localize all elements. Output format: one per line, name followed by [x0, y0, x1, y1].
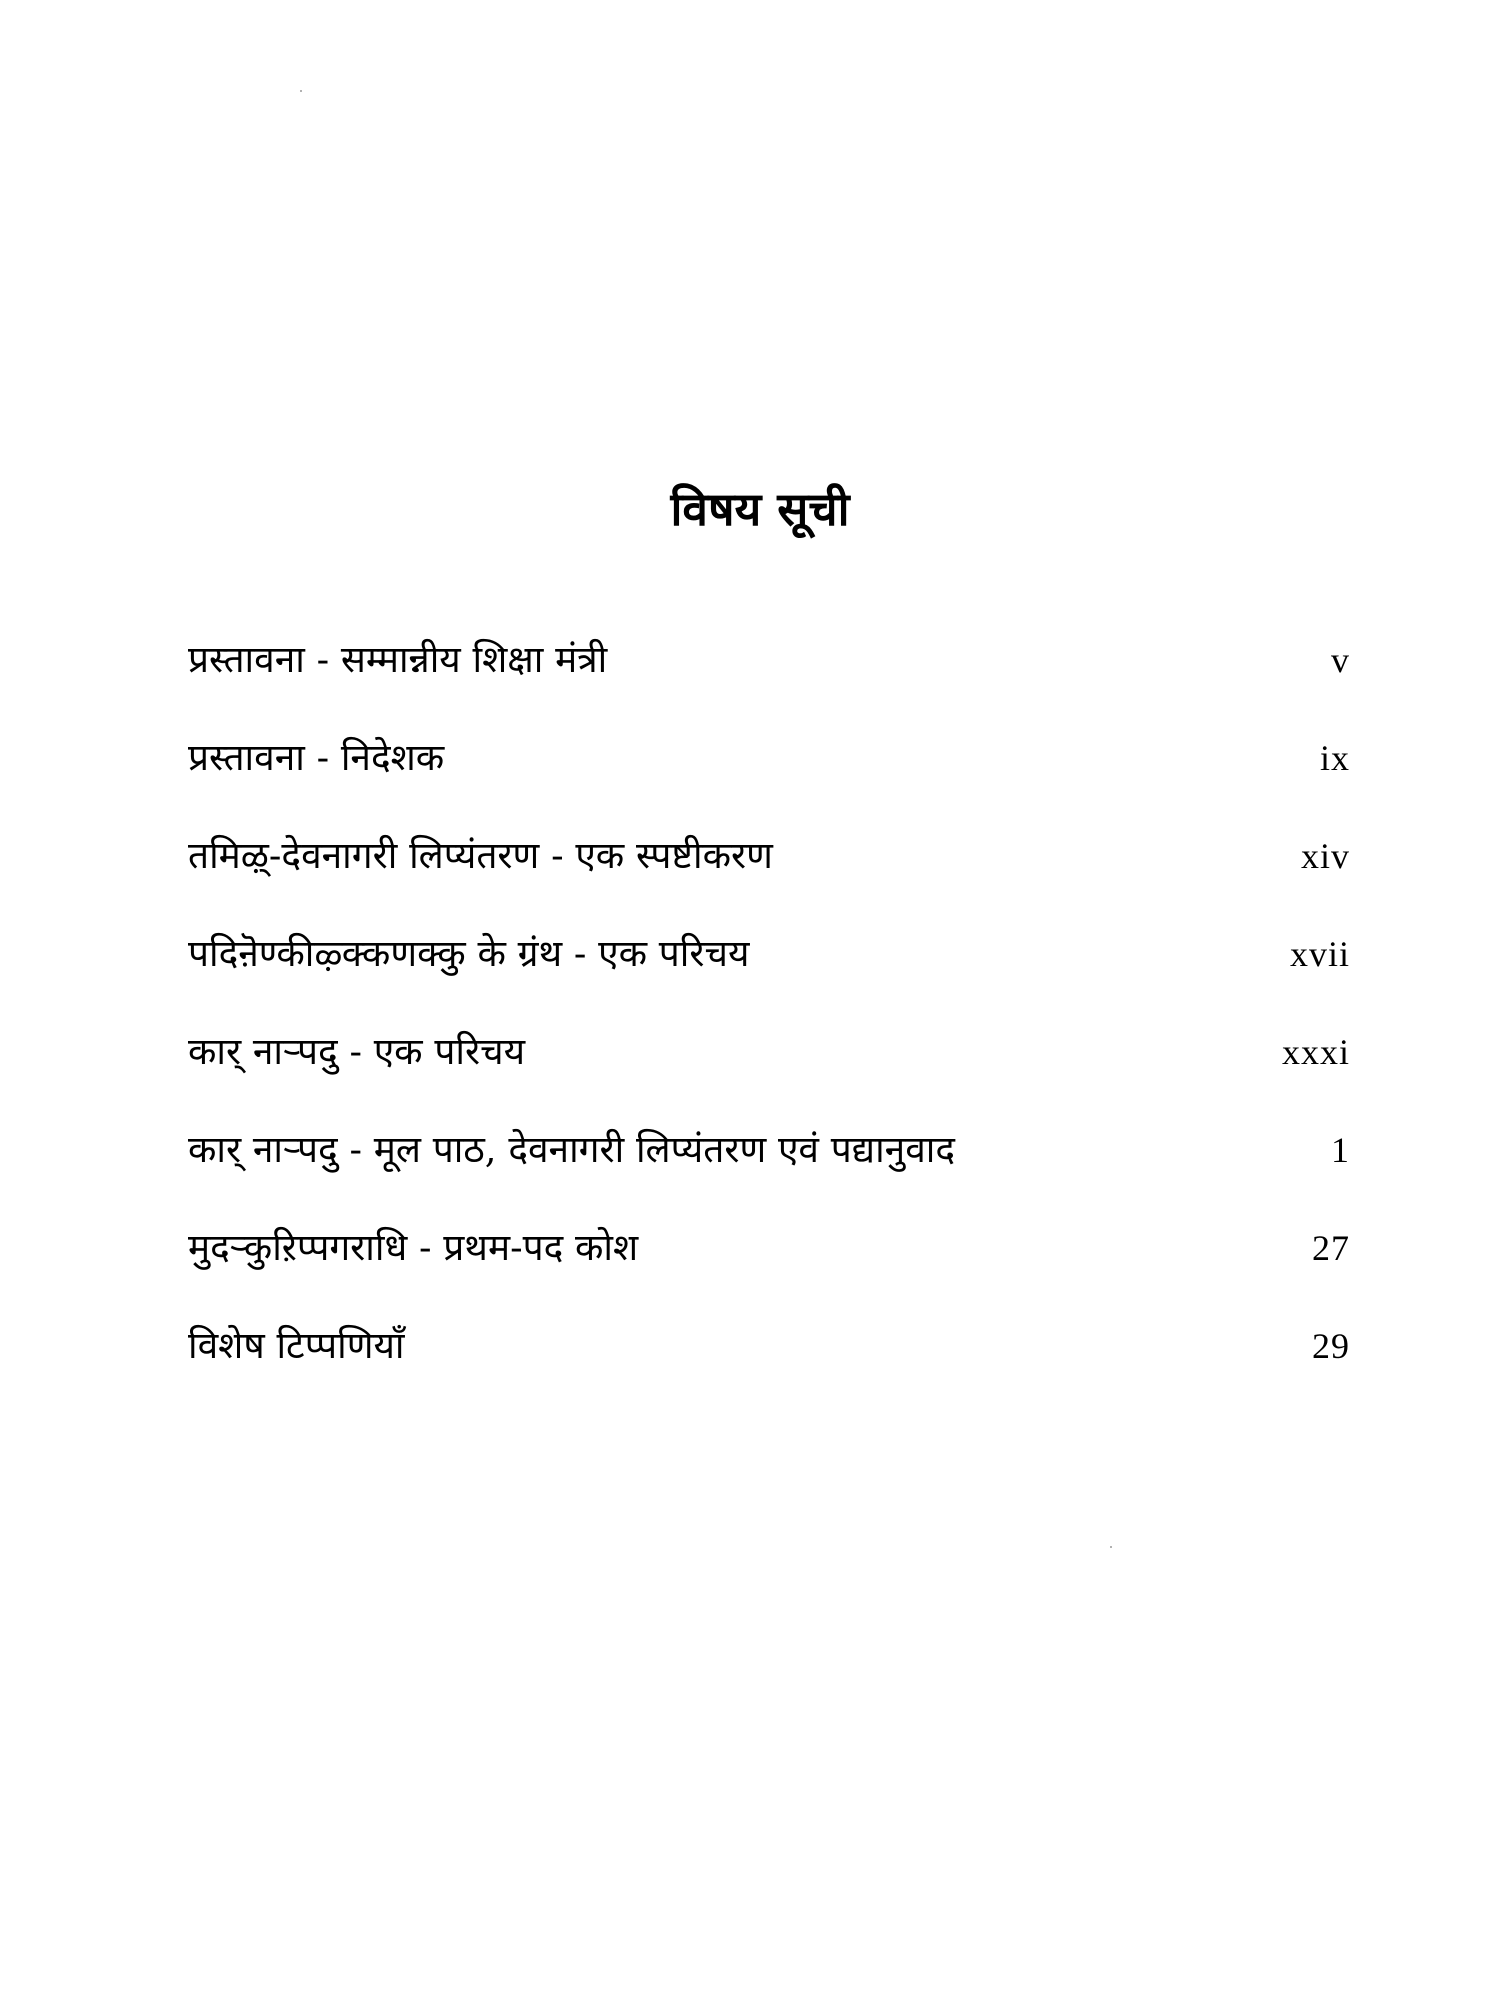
toc-entry-label: प्रस्तावना - निदेशक: [188, 736, 445, 779]
scan-speck: [1110, 1546, 1112, 1548]
toc-entry: [188, 630, 1350, 728]
toc-entry-label: प्रस्तावना - सम्मान्नीय शिक्षा मंत्री: [188, 638, 608, 681]
toc-entry-label: कार् नाऱ्पदु - मूल पाठ, देवनागरी लिप्यंतरण एवं पद्यानुवाद: [188, 1128, 955, 1171]
scan-speck: [300, 90, 302, 92]
toc-entry-label: पदिऩॆण्कीऴ्क्कणक्कु के ग्रंथ - एक परिचय: [188, 932, 750, 975]
toc-entry-page: 27: [1312, 1228, 1350, 1268]
toc-entry-page: ix: [1319, 738, 1350, 778]
toc-entry-label: मुदऱ्कुऱिप्पगराधि - प्रथम-पद कोश: [188, 1226, 639, 1269]
toc-entry-label: तमिऴ्-देवनागरी लिप्यंतरण - एक स्पष्टीकरण: [188, 834, 773, 877]
toc-entry-page: v: [1331, 640, 1350, 680]
toc-entry: [188, 1316, 1350, 1414]
table-of-contents: [188, 630, 1350, 1414]
toc-entry: [188, 728, 1350, 826]
toc-entry-page: 29: [1312, 1326, 1350, 1366]
toc-entry: [188, 1218, 1350, 1316]
toc-entry-label: कार् नाऱ्पदु - एक परिचय: [188, 1030, 526, 1073]
toc-entry-page: 1: [1331, 1130, 1350, 1170]
toc-entry: [188, 1120, 1350, 1218]
page-title: विषय सूची: [670, 481, 850, 536]
toc-entry-page: xvii: [1289, 934, 1350, 974]
toc-entry: [188, 1022, 1350, 1120]
toc-entry: [188, 924, 1350, 1022]
toc-entry-page: xiv: [1300, 836, 1350, 876]
toc-entry: [188, 826, 1350, 924]
toc-entry-page: xxxi: [1281, 1032, 1350, 1072]
toc-entry-label: विशेष टिप्पणियाँ: [188, 1324, 405, 1367]
